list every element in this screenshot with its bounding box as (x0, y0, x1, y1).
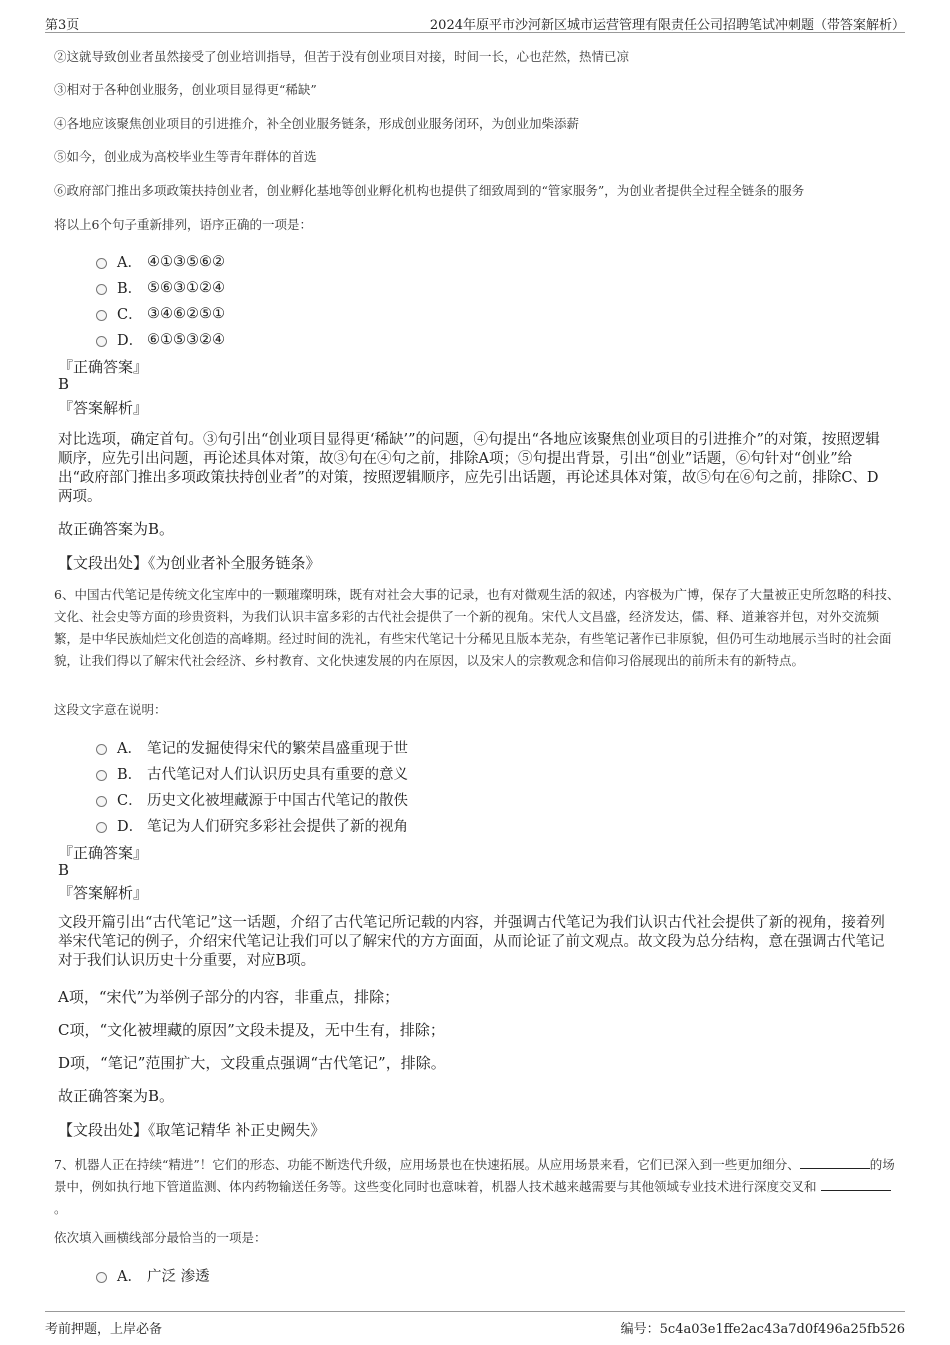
radio-icon[interactable] (96, 744, 107, 755)
radio-icon[interactable] (96, 336, 107, 347)
q5-option-b[interactable]: B． ⑤⑥③①②④ (96, 277, 225, 298)
source: 【文段出处】《为创业者补全服务链条》 (58, 554, 321, 572)
q6-option-c[interactable]: C． 历史文化被埋藏源于中国古代笔记的散佚 (96, 789, 408, 810)
conclusion: 故正确答案为B。 (58, 1087, 175, 1105)
page-header (45, 10, 905, 33)
source: 【文段出处】《取笔记精华 补正史阙失》 (58, 1121, 326, 1139)
q5-option-d[interactable]: D． ⑥①⑤③②④ (96, 329, 225, 350)
radio-icon[interactable] (96, 770, 107, 781)
radio-icon[interactable] (96, 796, 107, 807)
answer-label: 『正确答案』 (58, 844, 149, 862)
conclusion: 故正确答案为B。 (58, 520, 175, 538)
q6-option-b[interactable]: B． 古代笔记对人们认识历史具有重要的意义 (96, 763, 408, 784)
radio-icon[interactable] (96, 310, 107, 321)
radio-icon[interactable] (96, 258, 107, 269)
analysis-label: 『答案解析』 (58, 884, 149, 902)
answer-value: B (58, 861, 70, 879)
question-7-stem: 7、机器人正在持续“精进”！它们的形态、功能不断迭代升级，应用场景也在快速拓展。从应用场景来看，它们已深入到一些更加细分、 的场景中，例如执行地下管道监测、体内药物输送任务等。这些变化同时也意味着，机器人技术越来越需要与其他领域专业技术进行深度交叉和 。 (54, 1154, 900, 1220)
analysis-point-c: C项，“文化被埋藏的原因”文段未提及，无中生有，排除； (58, 1021, 445, 1039)
q5-option-a[interactable]: A． ④①③⑤⑥② (96, 251, 225, 272)
analysis-point-a: A项，“宋代”为举例子部分的内容，非重点，排除； (58, 988, 400, 1006)
radio-icon[interactable] (96, 822, 107, 833)
answer-value: B (58, 375, 70, 393)
question-prompt: 将以上6个句子重新排列，语序正确的一项是： (54, 217, 312, 232)
q6-option-a[interactable]: A． 笔记的发掘使得宋代的繁荣昌盛重现于世 (96, 737, 408, 758)
radio-icon[interactable] (96, 1272, 107, 1283)
page-footer (45, 1311, 905, 1340)
radio-icon[interactable] (96, 284, 107, 295)
sentence-2: ②这就导致创业者虽然接受了创业培训指导，但苦于没有创业项目对接，时间一长，心也茫然，热情已凉 (54, 49, 630, 64)
analysis-point-d: D项，“笔记”范围扩大，文段重点强调“古代笔记”，排除。 (58, 1054, 446, 1072)
sentence-4: ④各地应该聚焦创业项目的引进推介，补全创业服务链条，形成创业服务闭环，为创业加柴添薪 (54, 116, 580, 131)
answer-label: 『正确答案』 (58, 358, 149, 376)
q6-option-d[interactable]: D． 笔记为人们研究多彩社会提供了新的视角 (96, 815, 408, 836)
blank-2[interactable] (821, 1176, 891, 1191)
sentence-5: ⑤如今，创业成为高校毕业生等青年群体的首选 (54, 149, 317, 164)
page-number: 第3页 (45, 18, 80, 33)
footer-slogan: 考前押题，上岸必备 (45, 1322, 163, 1337)
sentence-6: ⑥政府部门推出多项政策扶持创业者，创业孵化基地等创业孵化机构也提供了细致周到的“管家服务”，为创业者提供全过程全链条的服务 (54, 183, 805, 198)
document-title: 2024年原平市沙河新区城市运营管理有限责任公司招聘笔试冲刺题（带答案解析） (429, 18, 905, 33)
blank-1[interactable] (800, 1154, 870, 1169)
question-prompt: 这段文字意在说明： (54, 702, 167, 717)
analysis-text: 对比选项，确定首句。③句引出“创业项目显得更‘稀缺’”的问题，④句提出“各地应该聚焦创业项目的引进推介”的对策，按照逻辑顺序，应先引出问题，再论述具体对策，故③句在④句之前，排除A项；⑤句提出背景，引出“创业”话题，⑥句针对“创业”给出“政府部门推出多项政策扶持创业者”的对策，按照逻辑顺序，应先引出话题，再论述具体对策，故⑤句在⑥句之前，排除C、D两项。 (58, 432, 880, 505)
analysis-text: 文段开篇引出“古代笔记”这一话题，介绍了古代笔记所记载的内容，并强调古代笔记为我们认识古代社会提供了新的视角，接着列举宋代笔记的例子，介绍宋代笔记让我们可以了解宋代的方方面面，从而论证了前文观点。故文段为总分结构，意在强调古代笔记对于我们认识历史十分重要，对应B项。 (58, 915, 885, 969)
q5-option-c[interactable]: C． ③④⑥②⑤① (96, 303, 225, 324)
question-prompt: 依次填入画横线部分最恰当的一项是： (54, 1230, 267, 1245)
q7-option-a[interactable]: A． 广泛 渗透 (96, 1265, 210, 1286)
analysis-label: 『答案解析』 (58, 399, 149, 417)
sentence-3: ③相对于各种创业服务，创业项目显得更“稀缺” (54, 82, 317, 97)
document-id: 编号：5c4a03e1ffe2ac43a7d0f496a25fb526 (620, 1322, 905, 1337)
question-6-stem: 6、中国古代笔记是传统文化宝库中的一颗璀璨明珠，既有对社会大事的记录，也有对微观生活的叙述，内容极为广博，保存了大量被正史所忽略的科技、文化、社会史等方面的珍贵资料，为我们认识丰富多彩的古代社会提供了一个新的视角。宋代人文昌盛，经济发达，儒、释、道兼容并包，对外交流频繁，是中华民族灿烂文化创造的高峰期。经过时间的洗礼，有些宋代笔记十分稀见且版本芜杂，有些笔记著作已非原貌，但仍可生动地展示当时的社会面貌，让我们得以了解宋代社会经济、乡村教育、文化快速发展的内在原因，以及宋人的宗教观念和信仰习俗展现出的前所未有的新特点。 (54, 587, 900, 668)
